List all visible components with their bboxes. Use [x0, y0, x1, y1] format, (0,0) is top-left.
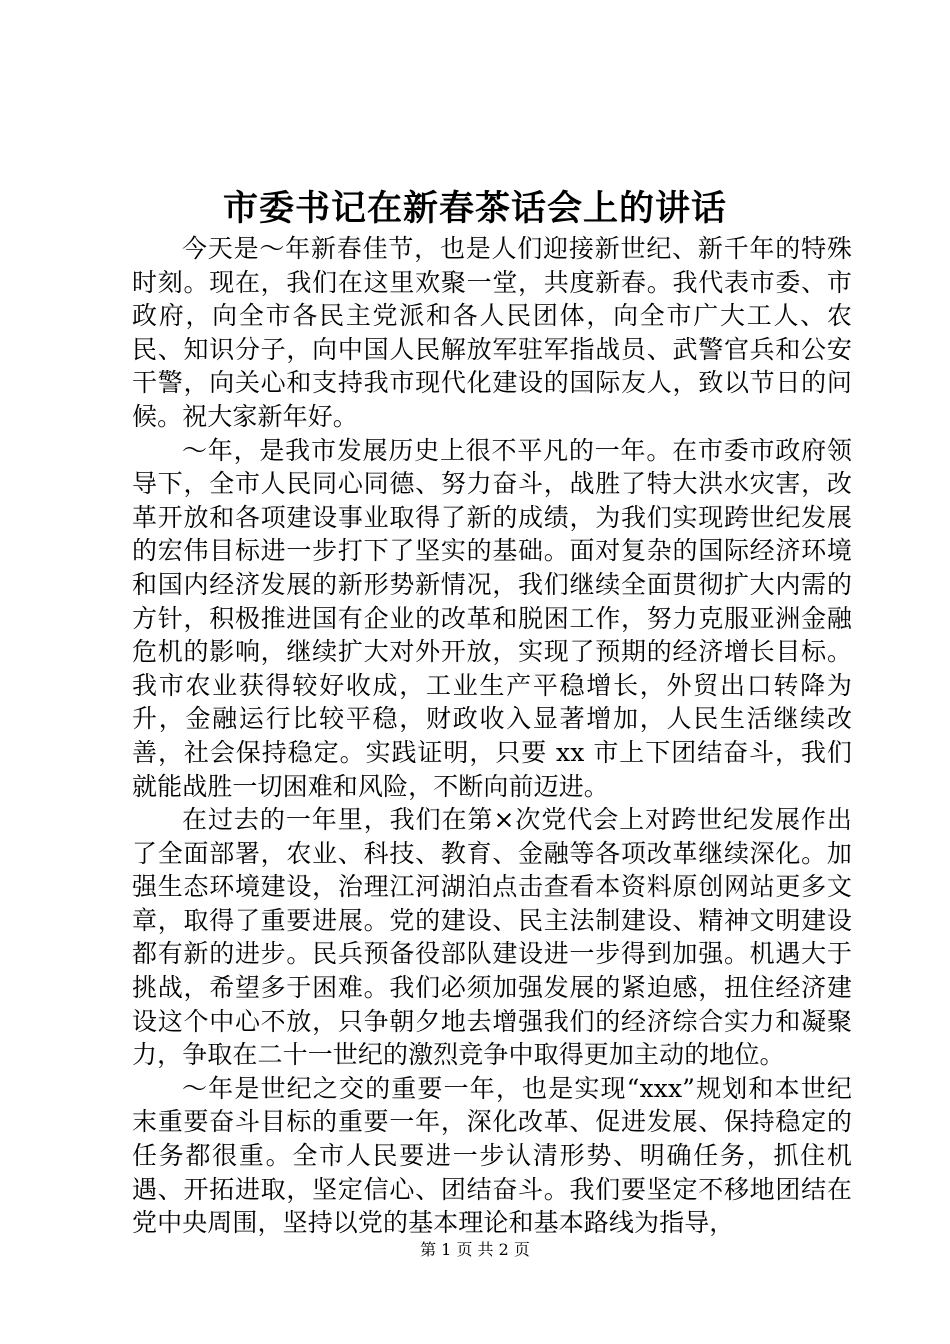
paragraph-2: ～年，是我市发展历史上很不平凡的一年。在市委市政府领导下，全市人民同心同德、努力奋斗，战胜了特大洪水灾害，改革开放和各项建设事业取得了新的成绩，为我们实现跨世纪发展的宏伟目标进一步打下了坚实的基础。面对复杂的国际经济环境和国内经济发展的新形势新情况，我们继续全面贯彻扩大内需的方针，积极推进国有企业的改革和脱困工作，努力克服亚洲金融危机的影响，继续扩大对外开放，实现了预期的经济增长目标。我市农业获得较好收成，工业生产平稳增长，外贸出口转降为升，金融运行比较平稳，财政收入显著增加，人民生活继续改善，社会保持稳定。实践证明，只要 xx 市上下团结奋斗，我们就能战胜一切困难和风险，不断向前迈进。	[132, 435, 852, 801]
paragraph-3: 在过去的一年里，我们在第×次党代会上对跨世纪发展作出了全面部署，农业、科技、教育、金融等各项改革继续深化。加强生态环境建设，治理江河湖泊点击查看本资料原创网站更多文章，取得了重要进展。党的建设、民主法制建设、精神文明建设都有新的进步。民兵预备役部队建设进一步得到加强。机遇大于挑战，希望多于困难。我们必须加强发展的紧迫感，扭住经济建设这个中心不放，只争朝夕地去增强我们的经济综合实力和凝聚力，争取在二十一世纪的激烈竞争中取得更加主动的地位。	[132, 805, 852, 1070]
page-indicator: 第 1 页 共 2 页	[420, 1240, 530, 1259]
document-body	[132, 232, 852, 1240]
paragraph-1: 今天是～年新春佳节，也是人们迎接新世纪、新千年的特殊时刻。现在，我们在这里欢聚一堂，共度新春。我代表市委、市政府，向全市各民主党派和各人民团体，向全市广大工人、农民、知识分子，向中国人民解放军驻军指战员、武警官兵和公安干警，向关心和支持我市现代化建设的国际友人，致以节日的问候。祝大家新年好。	[132, 234, 852, 431]
document-title: 市委书记在新春茶话会上的讲话	[222, 188, 727, 229]
paragraph-4: ～年是世纪之交的重要一年，也是实现“xxx”规划和本世纪末重要奋斗目标的重要一年，深化改革、促进发展、保持稳定的任务都很重。全市人民要进一步认清形势、明确任务，抓住机遇、开拓进取，坚定信心、团结奋斗。我们要坚定不移地团结在党中央周围，坚持以党的基本理论和基本路线为指导，	[132, 1073, 852, 1238]
page-footer	[0, 1238, 950, 1262]
